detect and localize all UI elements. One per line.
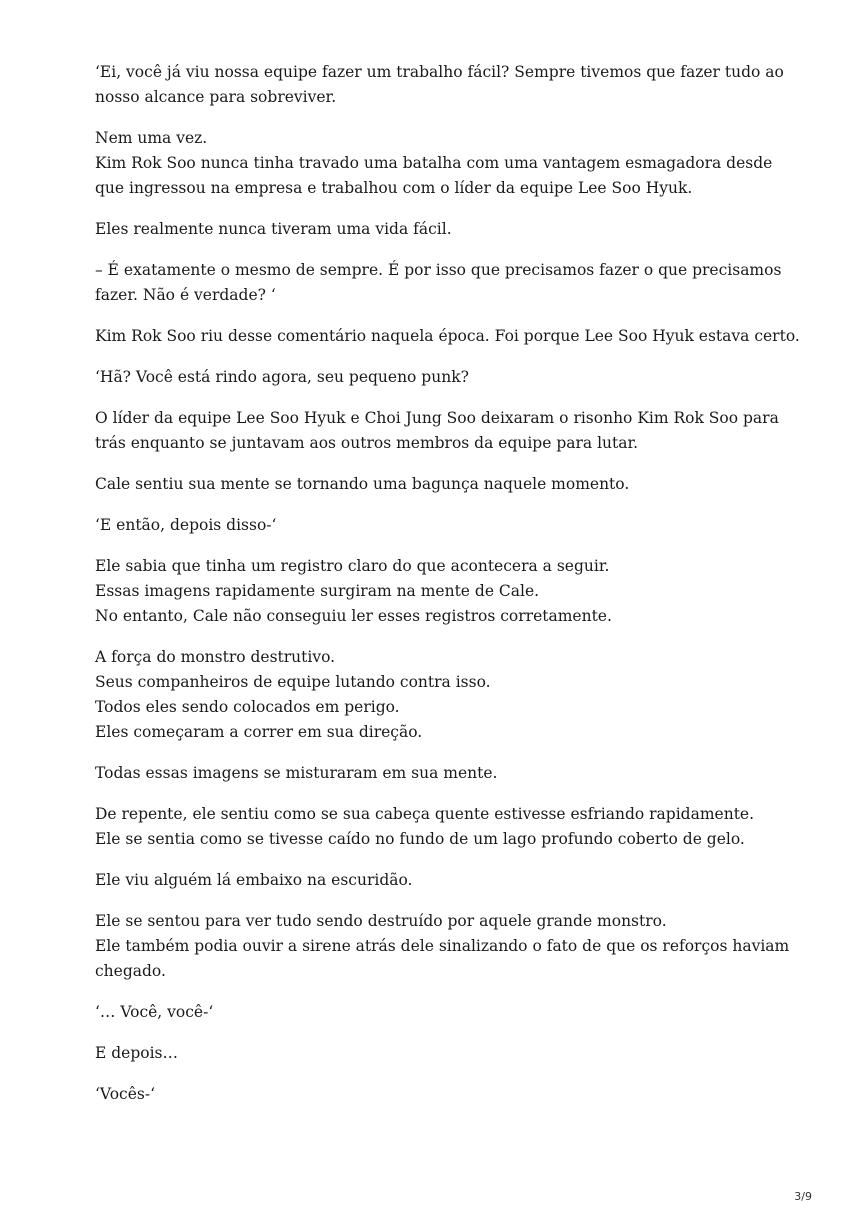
text-line: De repente, ele sentiu como se sua cabeça quente estivesse esfriando rapidamente.: [95, 805, 755, 823]
text-line: Ele se sentia como se tivesse caído no fundo de um lago profundo coberto de gelo.: [95, 830, 745, 848]
text-line: A força do monstro destrutivo.: [95, 648, 336, 666]
paragraph: [95, 1082, 815, 1107]
text-line: fazer. Não é verdade? ‘: [95, 286, 276, 304]
paragraph: [95, 60, 815, 110]
paragraph: [95, 645, 815, 745]
text-line: ‘… Você, você-‘: [95, 1003, 214, 1021]
text-line: Nem uma vez.: [95, 129, 208, 147]
text-line: Ele sabia que tinha um registro claro do que acontecera a seguir.: [95, 557, 610, 575]
paragraph: [95, 761, 815, 786]
text-line: Ele também podia ouvir a sirene atrás dele sinalizando o fato de que os reforços haviam: [95, 937, 790, 955]
text-line: O líder da equipe Lee Soo Hyuk e Choi Jung Soo deixaram o risonho Kim Rok Soo para: [95, 409, 779, 427]
paragraph: [95, 1000, 815, 1025]
text-line: que ingressou na empresa e trabalhou com o líder da equipe Lee Soo Hyuk.: [95, 179, 693, 197]
paragraph: [95, 802, 815, 852]
text-line: Ele viu alguém lá embaixo na escuridão.: [95, 871, 413, 889]
text-line: Eles começaram a correr em sua direção.: [95, 723, 423, 741]
paragraph: [95, 406, 815, 456]
text-line: ‘Vocês-‘: [95, 1085, 156, 1103]
text-line: ‘E então, depois disso-‘: [95, 516, 277, 534]
paragraph: [95, 1041, 815, 1066]
document-body: [95, 60, 815, 1123]
text-line: Ele se sentou para ver tudo sendo destruído por aquele grande monstro.: [95, 912, 667, 930]
text-line: trás enquanto se juntavam aos outros membros da equipe para lutar.: [95, 434, 639, 452]
text-line: ‘Hã? Você está rindo agora, seu pequeno punk?: [95, 368, 469, 386]
text-line: Todos eles sendo colocados em perigo.: [95, 698, 400, 716]
text-line: Cale sentiu sua mente se tornando uma bagunça naquele momento.: [95, 475, 630, 493]
text-line: Todas essas imagens se misturaram em sua mente.: [95, 764, 498, 782]
text-line: No entanto, Cale não conseguiu ler esses registros corretamente.: [95, 607, 612, 625]
text-line: Essas imagens rapidamente surgiram na mente de Cale.: [95, 582, 540, 600]
paragraph: [95, 126, 815, 201]
text-line: Eles realmente nunca tiveram uma vida fácil.: [95, 220, 452, 238]
paragraph: [95, 324, 815, 349]
text-line: nosso alcance para sobreviver.: [95, 88, 337, 106]
text-line: Seus companheiros de equipe lutando contra isso.: [95, 673, 491, 691]
text-line: E depois…: [95, 1044, 179, 1062]
paragraph: [95, 909, 815, 984]
text-line: Kim Rok Soo riu desse comentário naquela época. Foi porque Lee Soo Hyuk estava certo.: [95, 327, 800, 345]
paragraph: [95, 868, 815, 893]
text-line: – É exatamente o mesmo de sempre. É por isso que precisamos fazer o que precisamos: [95, 261, 782, 279]
paragraph: [95, 217, 815, 242]
paragraph: [95, 554, 815, 629]
paragraph: [95, 472, 815, 497]
text-line: chegado.: [95, 962, 166, 980]
page-number: 3/9: [794, 1190, 812, 1203]
paragraph: [95, 365, 815, 390]
paragraph: [95, 258, 815, 308]
paragraph: [95, 513, 815, 538]
text-line: Kim Rok Soo nunca tinha travado uma batalha com uma vantagem esmagadora desde: [95, 154, 773, 172]
text-line: ‘Ei, você já viu nossa equipe fazer um trabalho fácil? Sempre tivemos que fazer tudo ao: [95, 63, 784, 81]
